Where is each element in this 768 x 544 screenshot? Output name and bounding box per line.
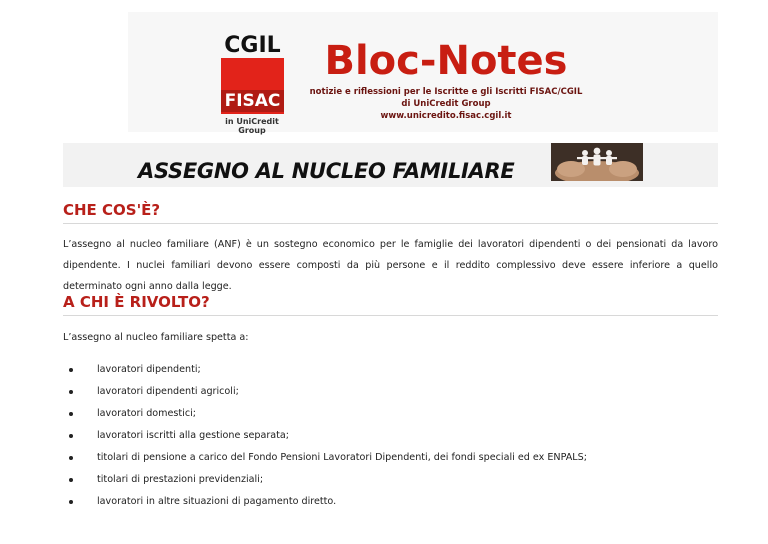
section-heading-who-is-it-for: A CHI È RIVOLTO? (63, 293, 210, 311)
bullet-icon (69, 390, 73, 394)
beneficiaries-list (63, 359, 587, 513)
bullet-icon (69, 500, 73, 504)
section-divider (63, 315, 718, 316)
list-item-text: lavoratori dipendenti agricoli; (97, 386, 239, 397)
cgil-fisac-logo (221, 33, 284, 114)
list-item (63, 447, 587, 469)
bullet-icon (69, 412, 73, 416)
logo-subtitle: in UniCredit Group (225, 117, 279, 135)
description-line-2: di UniCredit Group (401, 99, 491, 109)
list-item (63, 381, 587, 403)
section-intro: L’assegno al nucleo familiare spetta a: (63, 332, 249, 343)
list-item-text: lavoratori iscritti alla gestione separata; (97, 430, 290, 441)
list-item (63, 425, 587, 447)
logo-top-text: CGIL (221, 34, 284, 58)
list-item-text: titolari di prestazioni previdenziali; (97, 474, 264, 485)
logo-bottom-text: FISAC (224, 91, 281, 111)
newsletter-title: Bloc-Notes (324, 38, 568, 84)
list-item (63, 469, 587, 491)
bullet-icon (69, 368, 73, 372)
section-paragraph: L’assegno al nucleo familiare (ANF) è un sostegno economico per le famiglie dei lavoratori dipendenti o dei pensionati da lavoro dipendente. I nuclei familiari devono essere composti da più persone e il reddito complessivo deve essere inferiore a quello determinato ogni anno dalla legge. (63, 239, 718, 292)
section-heading-what-is-it: CHE COS'È? (63, 201, 161, 219)
bullet-icon (69, 456, 73, 460)
list-item (63, 491, 587, 513)
description-website: www.unicredito.fisac.cgil.it (380, 111, 512, 121)
list-item (63, 403, 587, 425)
bullet-icon (69, 478, 73, 482)
list-item-text: lavoratori dipendenti; (97, 364, 201, 375)
list-item-text: lavoratori domestici; (97, 408, 197, 419)
bullet-icon (69, 434, 73, 438)
page-title: ASSEGNO AL NUCLEO FAMILIARE (138, 159, 515, 183)
description-line-1: notizie e riflessioni per le Iscritte e gli Iscritti FISAC/CGIL (309, 87, 583, 97)
list-item-text: lavoratori in altre situazioni di pagamento diretto. (97, 496, 337, 507)
family-hands-image (551, 143, 643, 181)
list-item (63, 359, 587, 381)
section-divider (63, 223, 718, 224)
newsletter-description (296, 86, 596, 122)
list-item-text: titolari di pensione a carico del Fondo Pensioni Lavoratori Dipendenti, dei fondi speciali ed ex ENPALS; (97, 452, 587, 463)
